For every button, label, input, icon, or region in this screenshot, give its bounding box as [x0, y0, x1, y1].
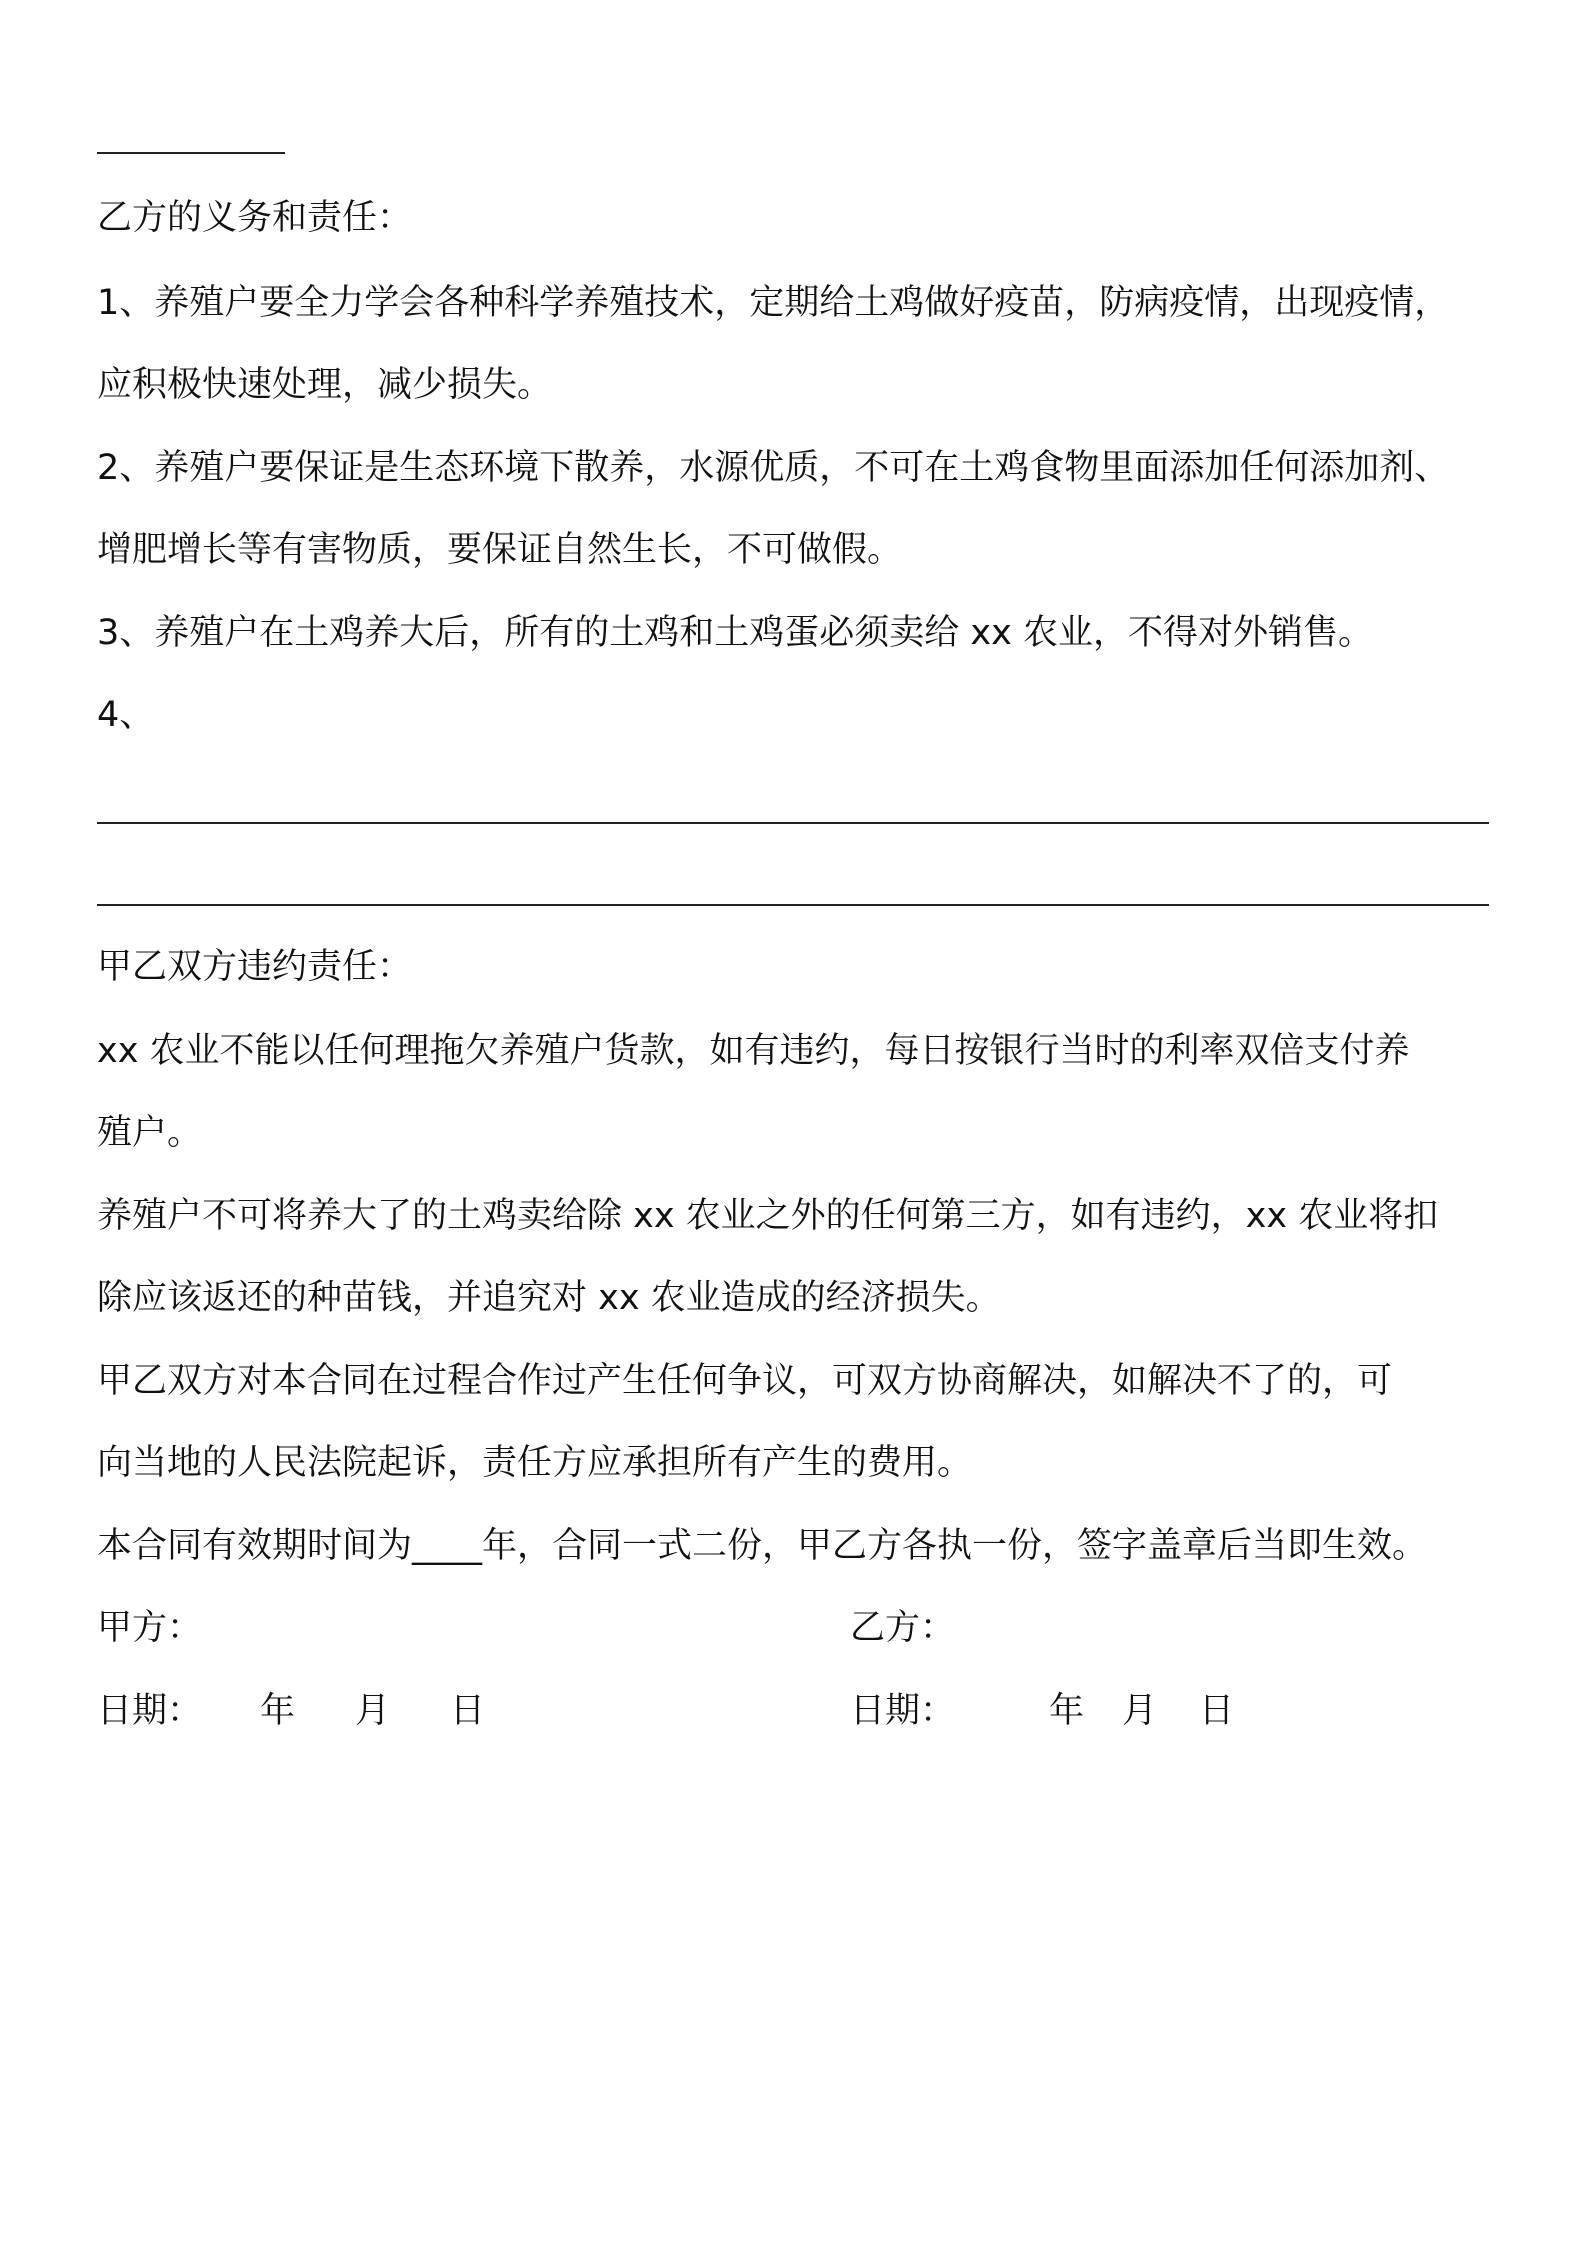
obligation-item-2-line-1: 2、养殖户要保证是生态环境下散养，水源优质，不可在土鸡食物里面添加任何添加剂、 [97, 448, 1450, 488]
obligation-item-2-line-2: 增肥增长等有害物质，要保证自然生长，不可做假。 [97, 530, 903, 570]
top-blank-line [97, 152, 285, 154]
breach-paragraph-3-line-2: 向当地的人民法院起诉，责任方应承担所有产生的费用。 [97, 1443, 973, 1483]
breach-paragraph-1-line-1: xx 农业不能以任何理拖欠养殖户货款，如有违约，每日按银行当时的利率双倍支付养 [97, 1031, 1410, 1071]
obligation-item-4: 4、 [97, 695, 155, 735]
blank-fill-line-2 [97, 904, 1489, 906]
breach-paragraph-2-line-2: 除应该返还的种苗钱，并追究对 xx 农业造成的经济损失。 [97, 1278, 1001, 1318]
date-label: 日期： [97, 1691, 203, 1731]
date-year: 年 [1049, 1691, 1085, 1731]
party-b-date [850, 1689, 1234, 1733]
date-day: 日 [450, 1691, 486, 1731]
party-b-signature-label: 乙方： [850, 1608, 956, 1648]
party-a-signature-label: 甲方： [97, 1608, 203, 1648]
obligation-item-3: 3、养殖户在土鸡养大后，所有的土鸡和土鸡蛋必须卖给 xx 农业，不得对外销售。 [97, 613, 1373, 653]
validity-clause: 本合同有效期时间为____年，合同一式二份，甲乙方各执一份，签字盖章后当即生效。 [97, 1526, 1428, 1566]
breach-paragraph-2-line-1: 养殖户不可将养大了的土鸡卖给除 xx 农业之外的任何第三方，如有违约，xx 农业将扣 [97, 1196, 1439, 1236]
obligation-item-1-line-1: 1、养殖户要全力学会各种科学养殖技术，定期给土鸡做好疫苗，防病疫情，出现疫情， [97, 283, 1450, 323]
date-label: 日期： [850, 1691, 956, 1731]
date-month: 月 [355, 1691, 391, 1731]
party-a-date [97, 1689, 485, 1733]
date-year: 年 [260, 1691, 296, 1731]
breach-paragraph-1-line-2: 殖户。 [97, 1113, 203, 1153]
obligation-item-1-line-2: 应积极快速处理，减少损失。 [97, 365, 553, 405]
date-day: 日 [1199, 1691, 1235, 1731]
obligations-heading: 乙方的义务和责任： [97, 198, 413, 238]
date-month: 月 [1122, 1691, 1158, 1731]
blank-fill-line-1 [97, 822, 1489, 824]
breach-paragraph-3-line-1: 甲乙双方对本合同在过程合作过产生任何争议，可双方协商解决，如解决不了的，可 [97, 1361, 1393, 1401]
breach-heading: 甲乙双方违约责任： [97, 947, 413, 987]
